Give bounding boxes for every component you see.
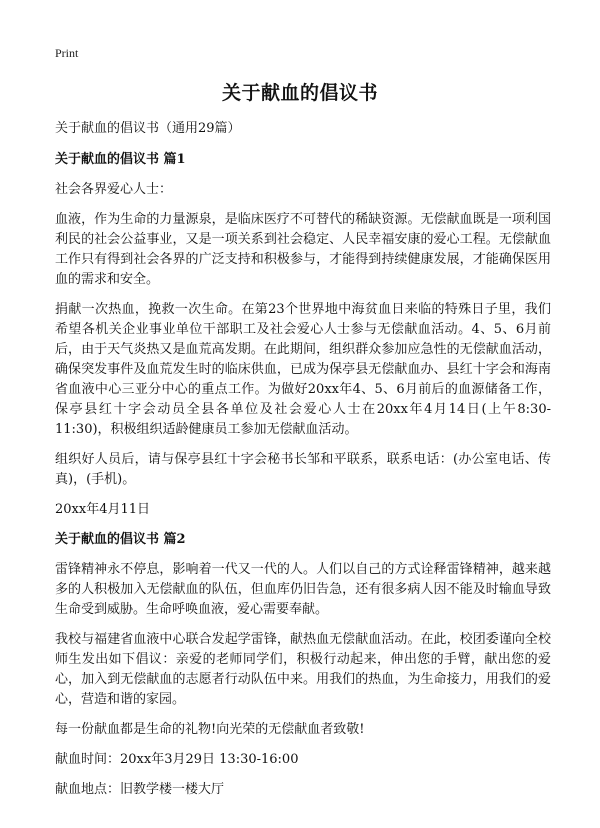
donation-location: 献血地点：旧教学楼一楼大厅 xyxy=(55,782,225,797)
salutation: 社会各界爱心人士： xyxy=(55,182,173,197)
paragraph: 捐献一次热血，挽救一次生命。在第23个世界地中海贫血日来临的特殊日子里，我们希望各机关企业事业单位干部职工及社会爱心人士参与无偿献血活动。4、5、6月前后，由于天气炎热又是血荒高发期。在此期间，组织群众参加应急性的无偿献血活动，确保突发事件及血荒发生时的临床供血，已成为保亭县无偿献血办、县红十字会和海南省血液中心三亚分中心的重点工作。为做好20xx年4、5、6月前后的血源储备工作，保亭县红十字会动员全县各单位及社会爱心人士在20xx年4月14日(上午8:30-11:30)，积极组织适龄健康员工参加无偿献血活动。 xyxy=(55,302,551,437)
document-body xyxy=(55,119,551,810)
paragraph: 组织好人员后，请与保亭县红十字会秘书长邹和平联系，联系电话：(办公室电话、传真)，(手机)。 xyxy=(55,452,551,487)
section-heading-1: 关于献血的倡议书 篇1 xyxy=(55,152,186,167)
section-heading-2: 关于献血的倡议书 篇2 xyxy=(55,532,186,547)
date-line: 20xx年4月11日 xyxy=(55,502,151,517)
paragraph: 我校与福建省血液中心联合发起学雷锋，献热血无偿献血活动。在此，校团委谨向全校师生发出如下倡议：亲爱的老师同学们，积极行动起来，伸出您的手臂，献出您的爱心，加入到无偿献血的志愿者行动队伍中来。用我们的热血，为生命接力，用我们的爱心，营造和谐的家园。 xyxy=(55,632,551,707)
paragraph: 雷锋精神永不停息，影响着一代又一代的人。人们以自己的方式诠释雷锋精神，越来越多的人积极加入无偿献血的队伍，但血库仍旧告急，还有很多病人因不能及时输血导致生命受到威胁。生命呼唤血液，爱心需要奉献。 xyxy=(55,562,551,617)
page-title: 关于献血的倡议书 xyxy=(221,82,378,104)
paragraph: 每一份献血都是生命的礼物!向光荣的无偿献血者致敬! xyxy=(55,722,365,737)
print-link[interactable]: Print xyxy=(55,46,79,60)
paragraph: 血液，作为生命的力量源泉，是临床医疗不可替代的稀缺资源。无偿献血既是一项利国利民的社会公益事业，又是一项关系到社会稳定、人民幸福安康的爱心工程。无偿献血工作只有得到社会各界的广泛支持和积极参与，才能得到持续健康发展，才能确保医用血的需求和安全。 xyxy=(55,212,551,287)
donation-time: 献血时间：20xx年3月29日 13:30-16:00 xyxy=(55,752,299,767)
document-subtitle: 关于献血的倡议书（通用29篇） xyxy=(55,121,241,136)
